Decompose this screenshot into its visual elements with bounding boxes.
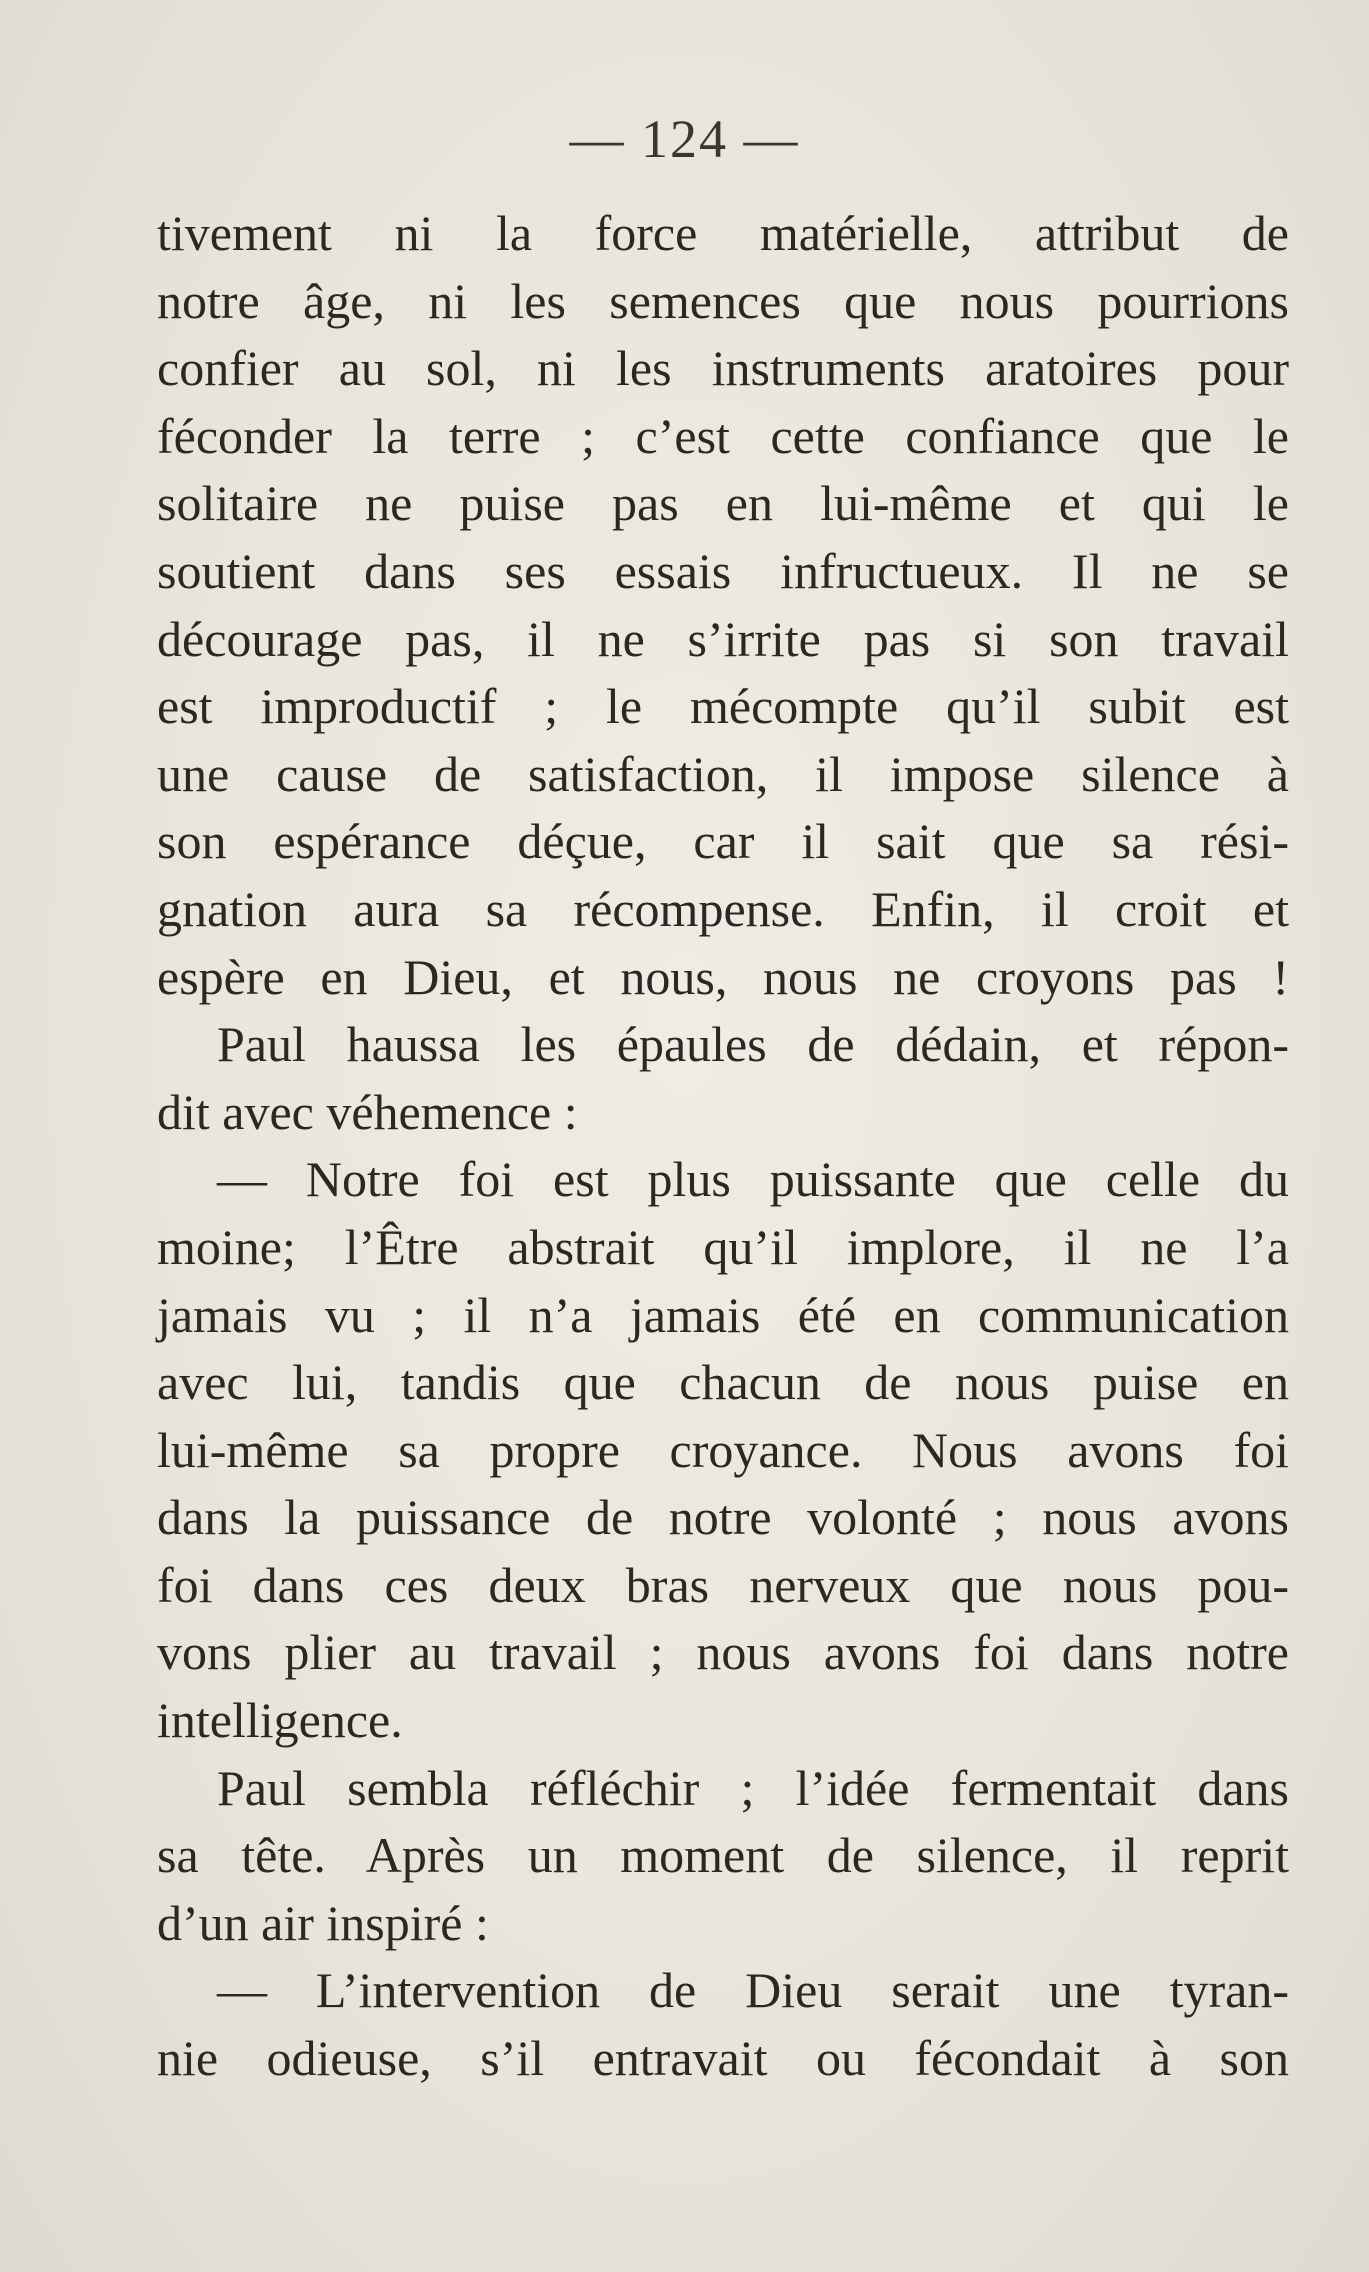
text-line: dans la puissance de notre volonté ; nous avons (157, 1489, 1289, 1546)
text-line: sa tête. Après un moment de silence, il reprit (157, 1827, 1289, 1884)
text-line: tivement ni la force matérielle, attribut de (157, 205, 1289, 261)
text-line: est improductif ; le mécompte qu’il subit est (157, 678, 1289, 735)
text-line: féconder la terre ; c’est cette confiance que le (157, 407, 1289, 464)
text-line: dit avec véhemence : (157, 1083, 578, 1140)
text-line: d’un air inspiré : (157, 1894, 489, 1951)
text-line: décourage pas, il ne s’irrite pas si son travail (157, 610, 1289, 667)
text-line: notre âge, ni les semences que nous pourrions (157, 272, 1289, 329)
text-line: solitaire ne puise pas en lui-même et qui le (157, 475, 1289, 532)
text-line: espère en Dieu, et nous, nous ne croyons pas ! (157, 948, 1289, 1005)
text-line: foi dans ces deux bras nerveux que nous pou- (157, 1556, 1289, 1613)
text-line: gnation aura sa récompense. Enfin, il croit et (157, 880, 1289, 937)
text-line: moine; l’Être abstrait qu’il implore, il ne l’a (157, 1218, 1289, 1275)
text-line: — L’intervention de Dieu serait une tyran- (217, 1962, 1289, 2019)
body-text (157, 200, 1289, 2093)
text-line: une cause de satisfaction, il impose silence à (157, 745, 1289, 802)
page-number: — 124 — (569, 109, 800, 169)
text-line: vons plier au travail ; nous avons foi dans notre (157, 1624, 1289, 1681)
text-line: nie odieuse, s’il entravait ou fécondait à son (157, 2030, 1289, 2087)
text-line: soutient dans ses essais infructueux. Il ne se (157, 542, 1289, 599)
text-line: intelligence. (157, 1692, 403, 1749)
text-line: lui-même sa propre croyance. Nous avons foi (157, 1421, 1289, 1478)
text-line: jamais vu ; il n’a jamais été en communication (157, 1286, 1289, 1343)
text-line: Paul haussa les épaules de dédain, et répon- (217, 1016, 1289, 1073)
text-line: Paul sembla réfléchir ; l’idée fermentait dans (217, 1759, 1289, 1816)
text-line: son espérance déçue, car il sait que sa rési- (157, 813, 1289, 870)
text-line: avec lui, tandis que chacun de nous puise en (157, 1354, 1289, 1411)
text-line: — Notre foi est plus puissante que celle du (217, 1151, 1289, 1208)
text-line: confier au sol, ni les instruments aratoires pour (157, 340, 1289, 397)
